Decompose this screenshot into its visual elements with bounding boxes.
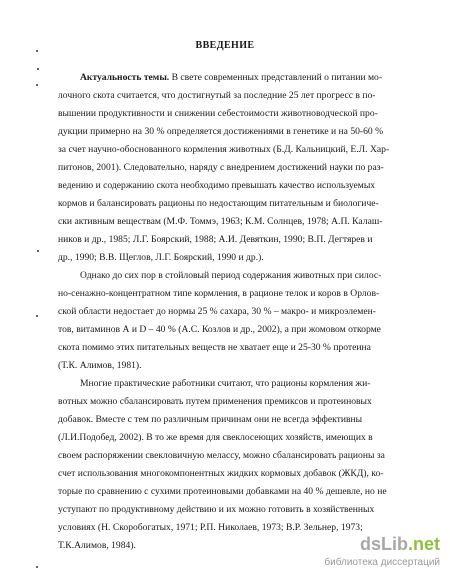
paragraph-1-line-5: за счет научно-обоснованного кормления животных (Б.Д. Кальницкий, Е.Л. Хар- xyxy=(58,144,390,155)
paragraph-2-line-1: Однако до сих пор в стойловый период содержания животных при силос- xyxy=(80,270,382,281)
scan-speck xyxy=(37,68,39,70)
paragraph-3-line-5: своем распоряжении свекловичную мелассу, можно сбалансировать рационы за xyxy=(58,450,385,461)
paragraph-1-line-1: Актуальность темы. В свете современных представлений о питании мо- xyxy=(80,72,383,83)
scan-speck xyxy=(36,566,38,568)
paragraph-3-line-3: добавок. Вместе с тем по различным причинам они не всегда эффективны xyxy=(58,414,363,425)
paragraph-2-line-3: ской области недостает до нормы 25 % сахара, 30 % – макро- и микроэлемен- xyxy=(58,306,376,317)
paragraph-3-line-4: (Л.И.Подобед, 2002). В то же время для свеклосеющих хозяйств, имеющих в xyxy=(58,432,373,443)
paragraph-3-line-6: счет использования многокомпонентных жидких кормовых добавок (ЖКД), ко- xyxy=(58,468,384,479)
paragraph-3-line-2: вотных можно сбалансировать путем применения премиксов и протеиновых xyxy=(58,396,372,407)
paragraph-1-line-7: ведению и содержанию скота необходимо превышать качество используемых xyxy=(58,180,376,191)
paragraph-1-line-2: лочного скота считается, что достигнутый за последние 25 лет прогресс в по- xyxy=(58,90,376,101)
paragraph-3-line-8: уступают по продуктивному действию и их можно готовить в хозяйственных xyxy=(58,504,375,515)
paragraph-2-line-5: скота помимо этих питательных веществ не хватает еще и 25-30 % протеина xyxy=(58,342,371,353)
scan-speck xyxy=(37,250,39,252)
paragraph-2-line-4: тов, витаминов А и D – 40 % (А.С. Козлов и др., 2002), а при жомовом откорме xyxy=(58,324,381,335)
scan-speck xyxy=(36,84,38,86)
paragraph-1-line-3: вышении продуктивности и снижении себестоимости животноводческой про- xyxy=(58,108,378,119)
paragraph-1-line-9: ски активным веществам (М.Ф. Томмэ, 1963; К.М. Солнцев, 1978; А.П. Калаш- xyxy=(58,216,383,227)
paragraph-1-line-11: др., 1990; В.В. Щеглов, Л.Г. Боярский, 1990 и др.). xyxy=(58,252,264,263)
paragraph-1-line-10: ников и др., 1985; Л.Г. Боярский, 1988; А.И. Девяткин, 1990; В.П. Дегтярев и xyxy=(58,234,373,245)
scan-speck xyxy=(36,315,38,317)
dslib-watermark xyxy=(320,534,440,574)
paragraph-2-line-2: но-сенажно-концентратном типе кормления, в рационе телок и коров в Орлов- xyxy=(58,288,380,299)
dslib-logo: dsLib.net xyxy=(359,534,440,554)
watermark-subtitle: библиотека диссертаций xyxy=(324,557,440,568)
paragraph-3-line-10: Т.К.Алимов, 1984). xyxy=(58,540,136,551)
paragraph-3-line-1: Многие практические работники считают, что рационы кормления жи- xyxy=(80,378,371,389)
page-title: ВВЕДЕНИЕ xyxy=(195,40,255,51)
paragraph-2-line-6: (Т.К. Алимов, 1981). xyxy=(58,360,142,371)
paragraph-1-line-4: дукции примерно на 30 % определяется достижениями в генетике и на 50-60 % xyxy=(58,126,384,137)
paragraph-3-line-9: условиях (Н. Скоробогатых, 1971; Р.П. Николаев, 1973; В.Р. Зельнер, 1973; xyxy=(58,522,363,533)
paragraph-3-line-7: торые по сравнению с сухими протеиновыми добавками на 40 % дешевле, но не xyxy=(58,486,387,497)
scan-speck xyxy=(36,50,38,52)
section-heading-actuality: Актуальность темы. xyxy=(80,72,170,83)
paragraph-1-line-8: кормов и балансировать рационы по недостающим питательным и биологиче- xyxy=(58,198,379,209)
paragraph-1-line-6: питонов, 2001). Следовательно, наряду с внедрением достижений науки по раз- xyxy=(58,162,384,173)
